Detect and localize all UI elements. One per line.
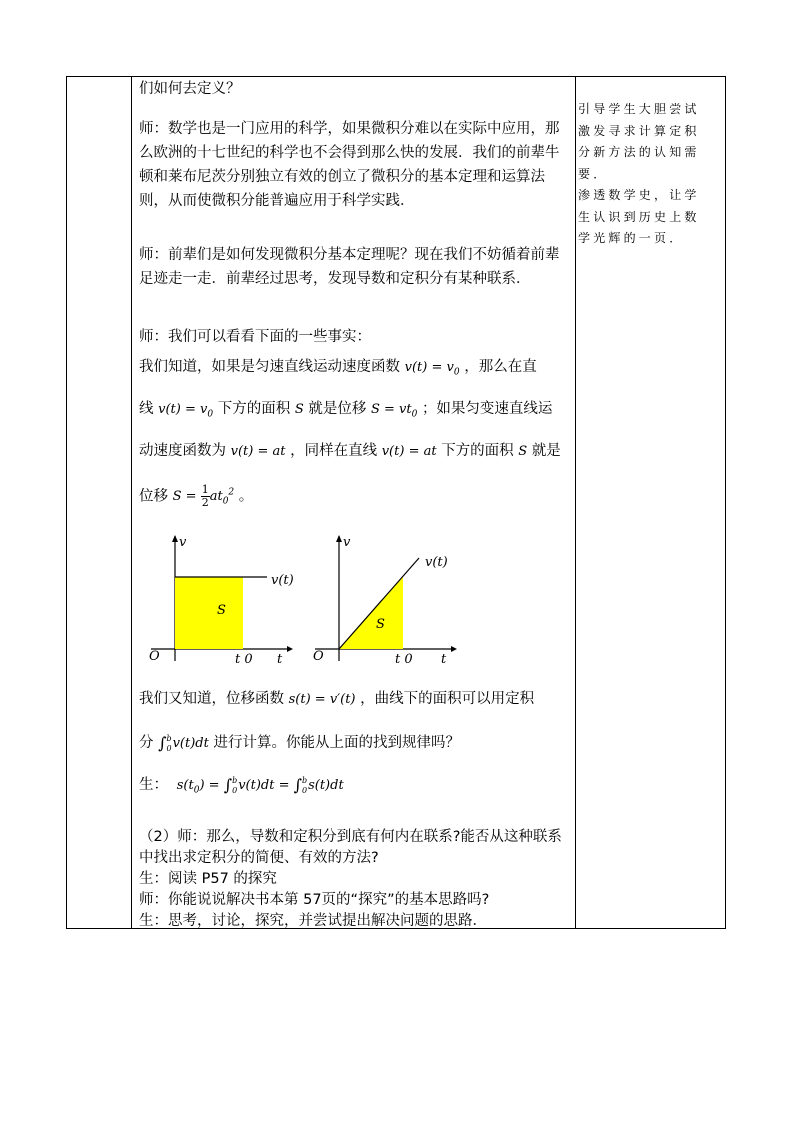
area-label: S [376,617,385,632]
formula: S [518,444,528,459]
tick-label: t 0 [395,652,413,667]
x-axis-arrow [451,646,457,652]
x-axis-label: t [441,652,447,667]
origin-label: O [313,649,324,664]
column-divider [131,77,132,928]
side-note: 渗透数学史，让学生认识到历史上数学光辉的一页． [578,188,700,245]
text-line: 们如何去定义？ [139,81,241,97]
text: 下方的面积 [441,443,514,459]
text: ，曲线下的面积可以用定积 [360,691,535,707]
curve-label: v(t) [271,573,294,588]
origin-label: O [149,649,160,664]
text: ，那么在直 [464,359,537,375]
y-axis-arrow [336,535,342,542]
x-axis-label: t [277,652,283,667]
text: 就是 [531,443,561,459]
formula: S = $\frac{1}{2}$ $at_0^2$ [172,483,235,510]
formula: $S = vt_0$ [370,402,418,420]
y-axis-arrow [172,535,178,542]
fact-line [139,481,569,514]
velocity-time-diagrams [147,532,477,672]
side-note: 引导学生大胆尝试激发寻求计算定积分新方法的认知需要． [578,102,700,181]
formula: v(t) = at [230,444,286,459]
curve-label: v(t) [425,555,448,570]
text: 动速度函数为 [139,443,226,459]
paragraph: 师：我们可以看看下面的一些事实： [139,329,371,345]
x-axis-arrow [287,646,293,652]
student-answer [139,773,569,803]
paragraph: 师：数学也是一门应用的科学，如果微积分难以在实际中应用，那么欧洲的十七世纪的科学也不会得到那么快的发展．我们的前辈牛顿和莱布尼茨分别独立有效的创立了微积分的基本定理和运算法则，从而使微积分能普遍应用于科学实践． [139,121,560,209]
tick-label: t 0 [235,652,253,667]
y-axis-label: v [179,535,187,550]
paragraph: 师：前辈们是如何发现微积分基本定理呢？现在我们不妨循着前辈足迹走一走．前辈经过思考，发现导数和定积分有某种联系． [139,247,560,287]
fact-line [139,355,569,385]
area-fill [175,577,243,649]
lesson-table [66,76,726,929]
column-divider [575,77,576,928]
text: 我们知道，如果是匀速直线运动速度函数 [139,359,400,375]
fact-line [139,397,569,427]
paragraph: （2）师：那么，导数和定积分到底有何内在联系?能否从这种联系中找出求定积分的简便、有效的方法? [139,829,562,866]
paragraph: 生：思考，讨论，探究，并尝试提出解决问题的思路． [139,913,487,929]
fact-line [139,687,569,712]
text: 生： [139,777,168,793]
text: 进行计算。你能从上面的找到规律吗？ [213,735,460,751]
text: 我们又知道，位移函数 [139,691,284,707]
text: ；如果匀变速直线运 [421,401,553,417]
text: 分 [139,735,154,751]
text: 就是位移 [308,401,367,417]
paragraph: 师：你能说说解决书本第 57页的“探究”的基本思路吗? [139,892,490,908]
formula: v(t) = at [381,444,437,459]
formula: s(t) = v′(t) [288,692,356,707]
design-intent-cell [578,99,714,250]
y-axis-label: v [343,535,351,550]
text: 下方的面积 [217,401,291,417]
text: ，同样在直线 [290,443,378,459]
formula: $s(t_0)$ = ∫ b 0 v(t)dt = ∫ b 0 s(t)dt [172,775,344,796]
fact-line [139,439,569,464]
fact-line [139,731,569,756]
text: 位移 [139,488,168,505]
area-label: S [217,603,226,618]
text: 。 [238,488,254,505]
formula: $v(t) = v_0$ [158,402,214,420]
paragraph: 生：阅读 P57 的探究 [139,871,277,887]
formula: S [294,402,304,417]
formula: ∫ b 0 v(t)dt [158,733,209,753]
text: 线 [139,401,154,417]
formula: $v(t) = v_0$ [404,360,460,378]
